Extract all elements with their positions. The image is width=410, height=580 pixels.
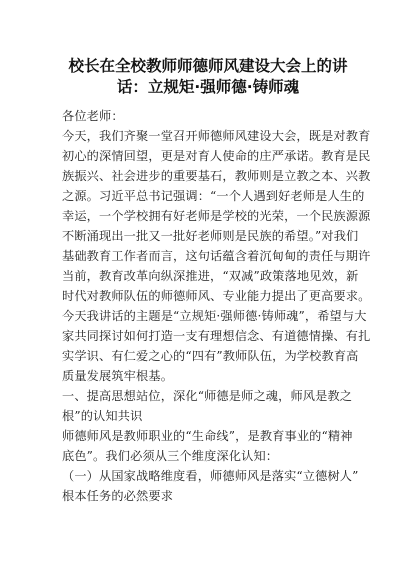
- title-line-2: 话：立规矩·强师德·铸师魂: [116, 78, 300, 96]
- body-line: 底色”。我们必须从三个维度深化认知：: [62, 449, 279, 463]
- title-line-1: 校长在全校教师师德师风建设大会上的讲: [68, 57, 348, 75]
- body-line: 之源。习近平总书记强调：“一个人遇到好老师是人生的: [62, 189, 365, 203]
- body-line: 当前，教育改革向纵深推进，“双减”政策落地见效，新: [62, 269, 359, 283]
- subsection-heading-line: 根本任务的必然要求: [62, 489, 174, 503]
- body-line: 时代对教师队伍的师德师风、专业能力提出了更高要求。: [62, 289, 371, 303]
- body-line: 初心的深情回望，更是对育人使命的庄严承诺。教育是民: [62, 149, 371, 163]
- body-line: 今天我讲话的主题是“立规矩·强师德·铸师魂”，希望与大: [62, 309, 367, 323]
- body-line: 实学识、有仁爱之心的“四有”教师队伍，为学校教育高: [62, 349, 359, 363]
- document-page: [62, 56, 371, 506]
- body-line: 质量发展筑牢根基。: [62, 369, 174, 383]
- section-heading-line: 一、提高思想站位，深化“师德是师之魂，师风是教之: [62, 389, 353, 403]
- body-line: 基础教育工作者而言，这句话蕴含着沉甸甸的责任与期许: [62, 249, 371, 263]
- body-line: 幸运，一个学校拥有好老师是学校的光荣，一个民族源源: [62, 209, 371, 223]
- document-title: [62, 56, 354, 98]
- document-body: [62, 106, 371, 506]
- body-line: 家共同探讨如何打造一支有理想信念、有道德情操、有扎: [62, 329, 371, 343]
- body-line: 不断涌现出一批又一批好老师则是民族的希望。”对我们: [62, 229, 359, 243]
- body-line: 师德师风是教师职业的“生命线”，是教育事业的“精神: [62, 429, 353, 443]
- body-line: 族振兴、社会进步的重要基石，教师则是立教之本、兴教: [62, 169, 371, 183]
- subsection-heading-line: （一）从国家战略维度看，师德师风是落实“立德树人”: [62, 469, 359, 483]
- greeting: 各位老师：: [62, 109, 124, 123]
- body-line: 今天，我们齐聚一堂召开师德师风建设大会，既是对教育: [62, 129, 371, 143]
- section-heading-line: 根”的认知共识: [62, 409, 143, 423]
